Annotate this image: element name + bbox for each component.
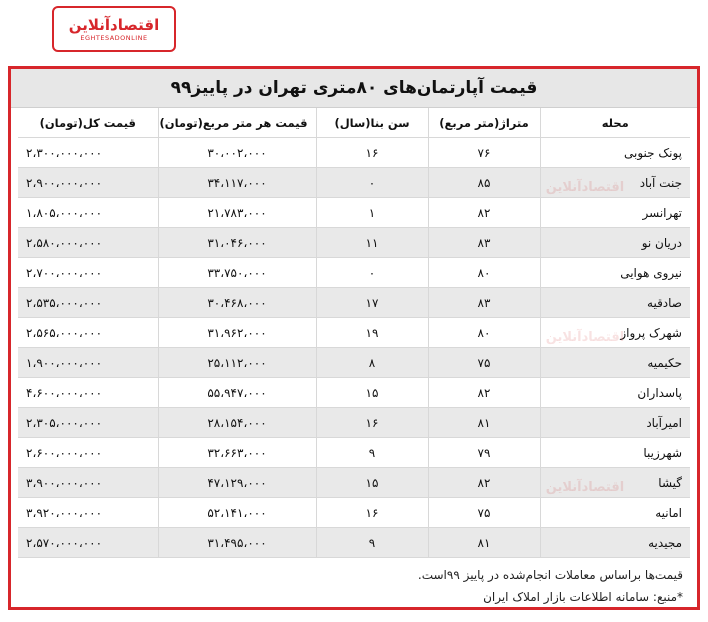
cell-price-per-meter: ۴۷،۱۲۹،۰۰۰ bbox=[158, 468, 316, 498]
cell-age: ۱۵ bbox=[316, 468, 428, 498]
cell-price-per-meter: ۳۱،۹۶۲،۰۰۰ bbox=[158, 318, 316, 348]
cell-neighborhood: تهرانسر bbox=[540, 198, 690, 228]
cell-neighborhood: امیرآباد bbox=[540, 408, 690, 438]
page-title: قیمت آپارتمان‌های ۸۰متری تهران در پاییز۹۹ bbox=[11, 69, 697, 108]
cell-area: ۸۳ bbox=[428, 288, 540, 318]
cell-area: ۸۱ bbox=[428, 528, 540, 558]
cell-age: ۰ bbox=[316, 258, 428, 288]
cell-age: ۸ bbox=[316, 348, 428, 378]
col-header-neighborhood: محله bbox=[540, 108, 690, 138]
cell-area: ۸۳ bbox=[428, 228, 540, 258]
cell-neighborhood: مجیدیه bbox=[540, 528, 690, 558]
cell-age: ۱ bbox=[316, 198, 428, 228]
cell-total-price: ۲،۵۶۵،۰۰۰،۰۰۰ bbox=[18, 318, 158, 348]
cell-neighborhood: جنت آباد bbox=[540, 168, 690, 198]
cell-neighborhood: دریان نو bbox=[540, 228, 690, 258]
cell-price-per-meter: ۲۸،۱۵۴،۰۰۰ bbox=[158, 408, 316, 438]
cell-total-price: ۲،۷۰۰،۰۰۰،۰۰۰ bbox=[18, 258, 158, 288]
table-row bbox=[18, 408, 690, 438]
note-source: *منبع: سامانه اطلاعات بازار املاک ایران bbox=[483, 590, 683, 604]
table-row bbox=[18, 318, 690, 348]
table-row bbox=[18, 198, 690, 228]
cell-age: ۱۶ bbox=[316, 498, 428, 528]
cell-total-price: ۲،۵۸۰،۰۰۰،۰۰۰ bbox=[18, 228, 158, 258]
cell-age: ۱۶ bbox=[316, 408, 428, 438]
col-header-total-price: قیمت کل(تومان) bbox=[18, 108, 158, 138]
cell-price-per-meter: ۳۳،۷۵۰،۰۰۰ bbox=[158, 258, 316, 288]
note-basis: قیمت‌ها براساس معاملات انجام‌شده در پاییز ۹۹است. bbox=[417, 568, 683, 582]
cell-area: ۸۲ bbox=[428, 378, 540, 408]
cell-price-per-meter: ۲۵،۱۱۲،۰۰۰ bbox=[158, 348, 316, 378]
cell-total-price: ۱،۸۰۵،۰۰۰،۰۰۰ bbox=[18, 198, 158, 228]
table-row bbox=[18, 468, 690, 498]
cell-area: ۸۰ bbox=[428, 258, 540, 288]
cell-area: ۸۲ bbox=[428, 198, 540, 228]
cell-neighborhood: پاسداران bbox=[540, 378, 690, 408]
cell-total-price: ۴،۶۰۰،۰۰۰،۰۰۰ bbox=[18, 378, 158, 408]
cell-price-per-meter: ۳۰،۰۰۲،۰۰۰ bbox=[158, 138, 316, 168]
cell-price-per-meter: ۳۴،۱۱۷،۰۰۰ bbox=[158, 168, 316, 198]
cell-neighborhood: شهرزیبا bbox=[540, 438, 690, 468]
cell-total-price: ۳،۹۲۰،۰۰۰،۰۰۰ bbox=[18, 498, 158, 528]
cell-age: ۱۵ bbox=[316, 378, 428, 408]
cell-area: ۸۲ bbox=[428, 468, 540, 498]
cell-total-price: ۲،۵۷۰،۰۰۰،۰۰۰ bbox=[18, 528, 158, 558]
cell-neighborhood: نیروی هوایی bbox=[540, 258, 690, 288]
cell-age: ۹ bbox=[316, 438, 428, 468]
cell-age: ۱۱ bbox=[316, 228, 428, 258]
cell-age: ۱۶ bbox=[316, 138, 428, 168]
cell-price-per-meter: ۳۱،۰۴۶،۰۰۰ bbox=[158, 228, 316, 258]
cell-age: ۰ bbox=[316, 168, 428, 198]
col-header-age: سن بنا(سال) bbox=[316, 108, 428, 138]
brand-logo bbox=[52, 6, 176, 52]
cell-total-price: ۳،۹۰۰،۰۰۰،۰۰۰ bbox=[18, 468, 158, 498]
cell-total-price: ۲،۵۳۵،۰۰۰،۰۰۰ bbox=[18, 288, 158, 318]
cell-price-per-meter: ۳۱،۴۹۵،۰۰۰ bbox=[158, 528, 316, 558]
cell-neighborhood: شهرک پرواز bbox=[540, 318, 690, 348]
cell-area: ۸۰ bbox=[428, 318, 540, 348]
table-row bbox=[18, 378, 690, 408]
cell-neighborhood: حکیمیه bbox=[540, 348, 690, 378]
col-header-area: متراژ(متر مربع) bbox=[428, 108, 540, 138]
cell-total-price: ۲،۶۰۰،۰۰۰،۰۰۰ bbox=[18, 438, 158, 468]
table-row bbox=[18, 228, 690, 258]
cell-price-per-meter: ۲۱،۷۸۳،۰۰۰ bbox=[158, 198, 316, 228]
cell-total-price: ۱،۹۰۰،۰۰۰،۰۰۰ bbox=[18, 348, 158, 378]
cell-area: ۷۶ bbox=[428, 138, 540, 168]
table-row bbox=[18, 498, 690, 528]
table-row bbox=[18, 348, 690, 378]
cell-area: ۸۵ bbox=[428, 168, 540, 198]
cell-price-per-meter: ۵۵،۹۴۷،۰۰۰ bbox=[158, 378, 316, 408]
cell-area: ۷۹ bbox=[428, 438, 540, 468]
footnotes bbox=[11, 558, 697, 608]
logo-text-fa: اقتصادآنلاین bbox=[68, 15, 160, 34]
cell-neighborhood: پونک جنوبی bbox=[540, 138, 690, 168]
table-row bbox=[18, 438, 690, 468]
col-header-price-per-meter: قیمت هر متر مربع(تومان) bbox=[158, 108, 316, 138]
cell-age: ۹ bbox=[316, 528, 428, 558]
table-row bbox=[18, 258, 690, 288]
cell-total-price: ۲،۹۰۰،۰۰۰،۰۰۰ bbox=[18, 168, 158, 198]
cell-total-price: ۲،۳۰۰،۰۰۰،۰۰۰ bbox=[18, 138, 158, 168]
cell-age: ۱۷ bbox=[316, 288, 428, 318]
cell-neighborhood: امانیه bbox=[540, 498, 690, 528]
table-row bbox=[18, 528, 690, 558]
cell-area: ۷۵ bbox=[428, 498, 540, 528]
cell-neighborhood: صادقیه bbox=[540, 288, 690, 318]
table-row bbox=[18, 288, 690, 318]
cell-age: ۱۹ bbox=[316, 318, 428, 348]
table-row bbox=[18, 168, 690, 198]
cell-total-price: ۲،۳۰۵،۰۰۰،۰۰۰ bbox=[18, 408, 158, 438]
cell-price-per-meter: ۵۲،۱۴۱،۰۰۰ bbox=[158, 498, 316, 528]
cell-area: ۷۵ bbox=[428, 348, 540, 378]
cell-price-per-meter: ۳۲،۶۶۳،۰۰۰ bbox=[158, 438, 316, 468]
table-header-row bbox=[18, 108, 690, 138]
report-frame bbox=[8, 66, 700, 610]
cell-area: ۸۱ bbox=[428, 408, 540, 438]
table-row bbox=[18, 138, 690, 168]
price-table bbox=[18, 108, 690, 558]
logo-text-en: EGHTESADONLINE bbox=[80, 33, 148, 42]
cell-neighborhood: گیشا bbox=[540, 468, 690, 498]
cell-price-per-meter: ۳۰،۴۶۸،۰۰۰ bbox=[158, 288, 316, 318]
